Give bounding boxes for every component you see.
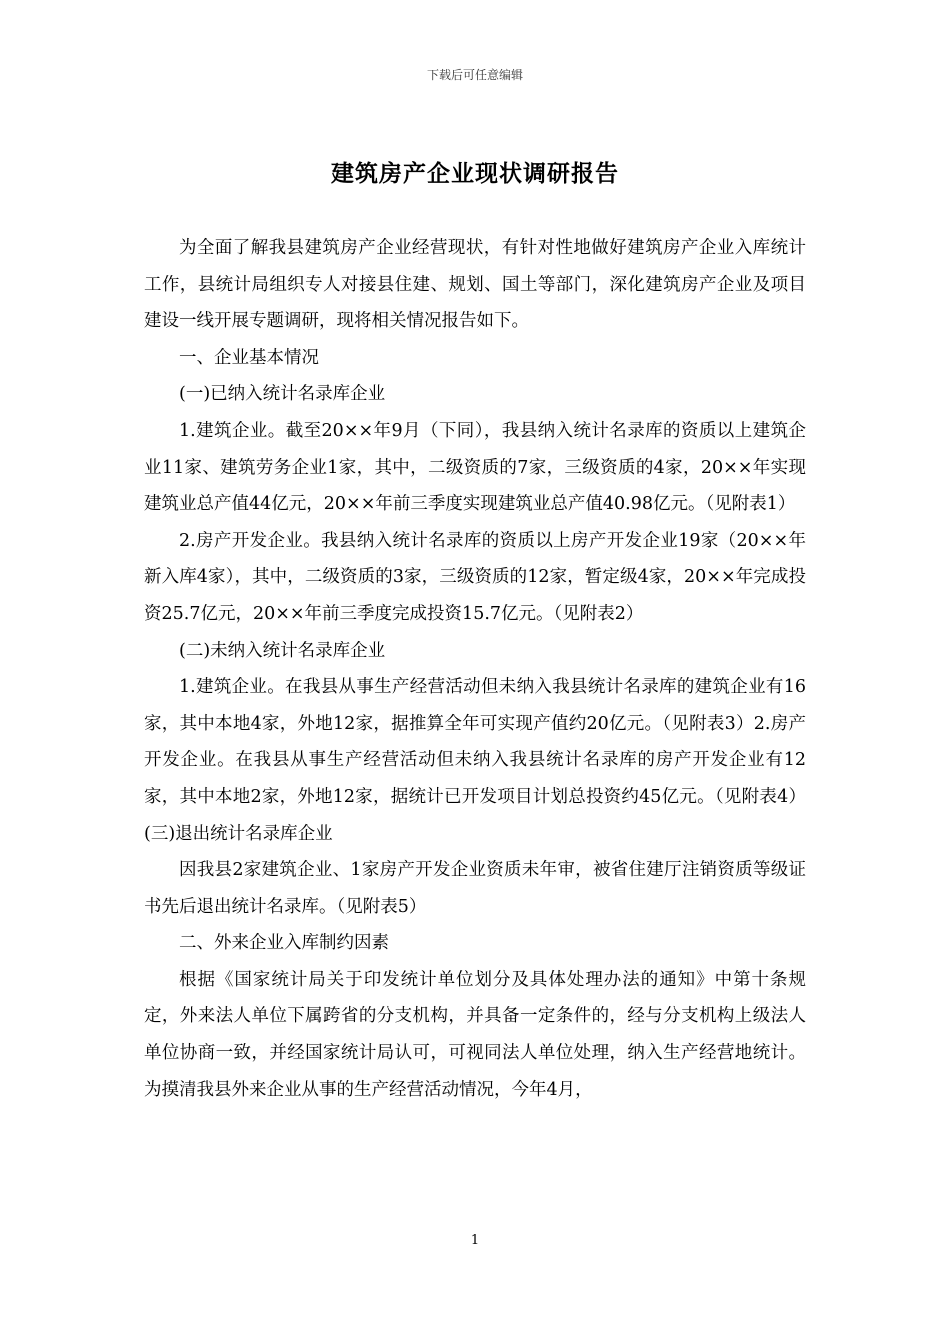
section-heading-2: 二、外来企业入库制约因素 <box>179 933 389 954</box>
paragraph-exited-enterprises: 因我县2家建筑企业、1家房产开发企业资质未年审，被省住建厅注销资质等级证书先后退出统计名录库。（见附表5） <box>144 860 806 917</box>
subsection-heading-2: (二)未纳入统计名录库企业 <box>179 640 386 661</box>
paragraph-real-estate-enterprises: 2.房产开发企业。我县纳入统计名录库的资质以上房产开发企业19家（20××年新入库4家），其中，二级资质的3家，三级资质的12家，暂定级4家，20××年完成投资25.7亿元，20××年前三季度完成投资15.7亿元。（见附表2） <box>144 530 806 624</box>
section-heading-1: 一、企业基本情况 <box>179 347 319 368</box>
intro-paragraph: 为全面了解我县建筑房产企业经营现状，有针对性地做好建筑房产企业入库统计工作，县统计局组织专人对接县住建、规划、国土等部门，深化建筑房产企业及项目建设一线开展专题调研，现将相关情况报告如下。 <box>144 238 806 332</box>
document-title: 建筑房产企业现状调研报告 <box>331 160 619 187</box>
paragraph-regulation: 根据《国家统计局关于印发统计单位划分及具体处理办法的通知》中第十条规定，外来法人单位下属跨省的分支机构，并具备一定条件的，经与分支机构上级法人单位协商一致，并经国家统计局认可，可视同法人单位处理，纳入生产经营地统计。为摸清我县外来企业从事的生产经营活动情况，今年4月， <box>144 969 806 1100</box>
header-note: 下载后可任意编辑 <box>426 68 523 82</box>
paragraph-unregistered-enterprises: 1.建筑企业。在我县从事生产经营活动但未纳入我县统计名录库的建筑企业有16家，其中本地4家，外地12家，据推算全年可实现产值约20亿元。（见附表3）2.房产开发企业。在我县从事生产经营活动但未纳入我县统计名录库的房产开发企业有12家，其中本地2家，外地12家，据统计已开发项目计划总投资约45亿元。（见附表4）(三)退出统计名录库企业 <box>144 677 806 844</box>
document-body <box>144 230 806 1108</box>
paragraph-construction-enterprises: 1.建筑企业。截至20××年9月（下同），我县纳入统计名录库的资质以上建筑企业11家、建筑劳务企业1家，其中，二级资质的7家，三级资质的4家，20××年实现建筑业总产值44亿元，20××年前三季度实现建筑业总产值40.98亿元。（见附表1） <box>144 420 806 515</box>
subsection-heading-1: (一)已纳入统计名录库企业 <box>179 384 386 405</box>
page-number: 1 <box>470 1233 480 1248</box>
